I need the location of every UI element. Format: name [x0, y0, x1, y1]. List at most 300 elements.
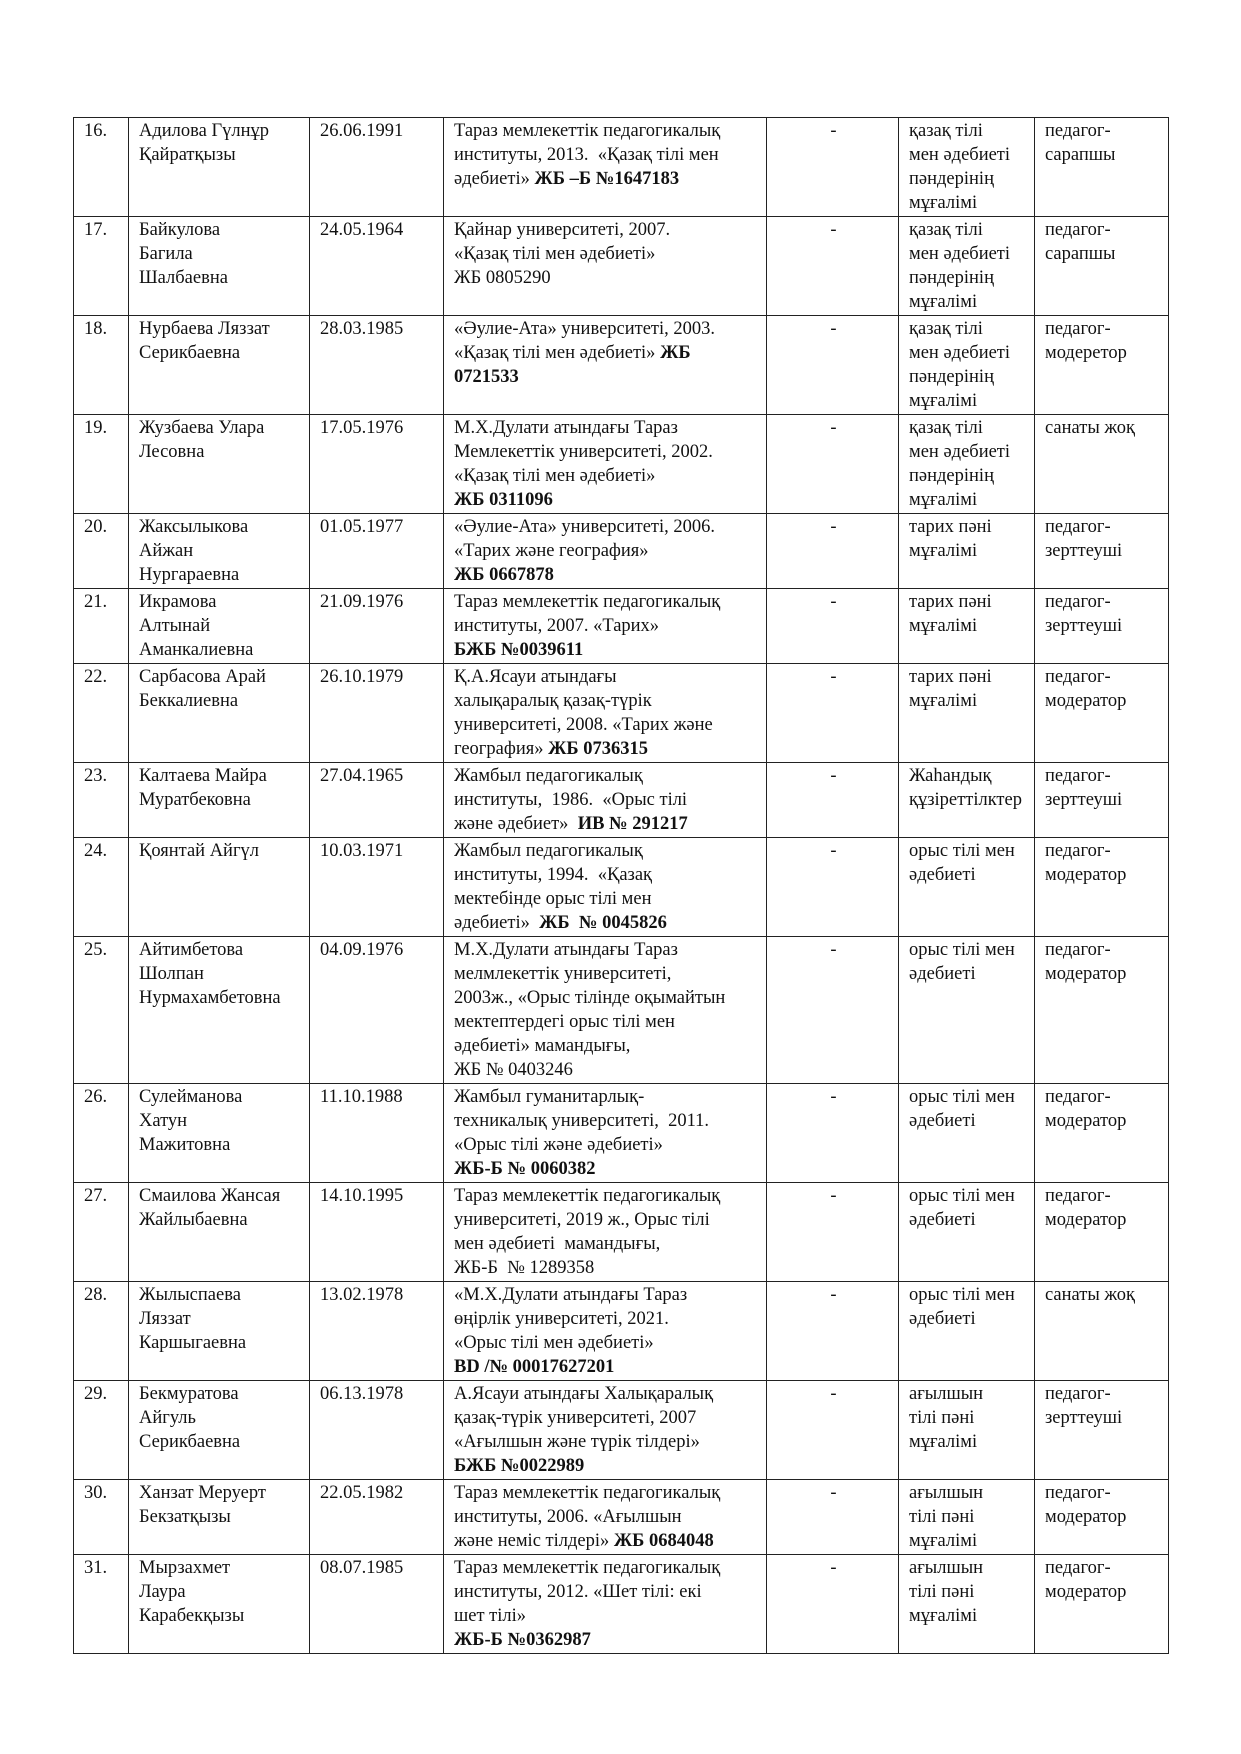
education-cell	[444, 937, 767, 1084]
full-name-cell	[129, 1084, 310, 1183]
experience-value: -	[830, 517, 837, 537]
row-number-cell	[74, 1282, 129, 1381]
education-line	[454, 341, 758, 365]
subject-cell	[899, 1381, 1035, 1480]
cell-line: тілі пәні	[909, 1408, 975, 1428]
cell-line: Каршыгаевна	[139, 1333, 247, 1353]
experience-cell	[767, 118, 899, 217]
education-cell	[444, 1555, 767, 1654]
education-line	[454, 689, 758, 713]
education-text: М.Х.Дулати атындағы Тараз	[454, 418, 678, 438]
experience-value: -	[830, 667, 837, 687]
category-cell	[1035, 514, 1169, 589]
row-number-cell	[74, 937, 129, 1084]
education-line	[454, 839, 758, 863]
cell-line: қазақ тілі	[909, 319, 983, 339]
education-line	[454, 1430, 758, 1454]
education-cell	[444, 316, 767, 415]
education-line	[454, 1580, 758, 1604]
category-cell	[1035, 763, 1169, 838]
education-text: Жамбыл педагогикалық	[454, 841, 643, 861]
cell-line: Нургараевна	[139, 565, 240, 585]
diploma-number: БЖБ №0039611	[454, 640, 584, 660]
education-text: мелмлекеттік университеті,	[454, 964, 672, 984]
cell-line: Алтынай	[139, 616, 211, 636]
cell-line: мұғалімі	[909, 616, 978, 636]
birth-date: 21.09.1976	[320, 592, 404, 612]
birth-date: 13.02.1978	[320, 1285, 404, 1305]
category-cell	[1035, 589, 1169, 664]
education-text: техникалық университеті, 2011.	[454, 1111, 710, 1131]
table-row	[74, 415, 1169, 514]
cell-line: қазақ тілі	[909, 220, 983, 240]
birth-date-cell	[310, 1282, 444, 1381]
cell-line: Жаксылыкова	[139, 517, 249, 537]
experience-cell	[767, 838, 899, 937]
diploma-number: ЖБ 0736315	[548, 739, 649, 759]
cell-line: тарих пәні	[909, 667, 992, 687]
category-cell	[1035, 1480, 1169, 1555]
cell-line: орыс тілі мен	[909, 1186, 1015, 1206]
birth-date-cell	[310, 1183, 444, 1282]
cell-line: педагог-	[1045, 940, 1111, 960]
education-line	[454, 416, 758, 440]
experience-cell	[767, 1084, 899, 1183]
row-number-cell	[74, 664, 129, 763]
cell-line: педагог-	[1045, 1483, 1111, 1503]
education-cell	[444, 1381, 767, 1480]
education-line	[454, 614, 758, 638]
subject-cell	[899, 664, 1035, 763]
cell-line: Сулейманова	[139, 1087, 243, 1107]
education-text: өңірлік университеті, 2021.	[454, 1309, 669, 1329]
cell-line: мұғалімі	[909, 292, 978, 312]
education-text: А.Ясауи атындағы Халықаралық	[454, 1384, 714, 1404]
education-text: халықаралық қазақ-түрік	[454, 691, 652, 711]
cell-line: Нурбаева Ляззат	[139, 319, 270, 339]
cell-line: мұғалімі	[909, 490, 978, 510]
cell-line: мұғалімі	[909, 391, 978, 411]
education-line	[454, 119, 758, 143]
experience-cell	[767, 514, 899, 589]
education-text: және неміс тілдері»	[454, 1531, 614, 1551]
cell-line: пәндерінің	[909, 466, 994, 486]
birth-date: 24.05.1964	[320, 220, 404, 240]
cell-line: тарих пәні	[909, 592, 992, 612]
table-row	[74, 316, 1169, 415]
cell-line: педагог-	[1045, 766, 1111, 786]
cell-line: әдебиеті	[909, 964, 976, 984]
education-text: «Қазақ тілі мен әдебиеті»	[454, 343, 661, 363]
cell-line: мен әдебиеті	[909, 442, 1011, 462]
birth-date: 27.04.1965	[320, 766, 404, 786]
cell-line: Калтаева Майра	[139, 766, 267, 786]
experience-value: -	[830, 121, 837, 141]
education-line	[454, 1010, 758, 1034]
cell-line: Мажитовна	[139, 1135, 231, 1155]
full-name-cell	[129, 217, 310, 316]
experience-cell	[767, 937, 899, 1084]
education-cell	[444, 1480, 767, 1555]
education-cell	[444, 838, 767, 937]
cell-line: орыс тілі мен	[909, 940, 1015, 960]
category-cell	[1035, 664, 1169, 763]
education-line	[454, 1034, 758, 1058]
cell-line: Жайлыбаевна	[139, 1210, 248, 1230]
subject-cell	[899, 415, 1035, 514]
education-text: Тараз мемлекеттік педагогикалық	[454, 1558, 721, 1578]
cell-line: Беккалиевна	[139, 691, 239, 711]
cell-line: санаты жоқ	[1045, 1285, 1135, 1305]
education-line	[454, 812, 758, 836]
cell-line: модератор	[1045, 1582, 1127, 1602]
cell-line: зерттеуші	[1045, 541, 1123, 561]
cell-line: тілі пәні	[909, 1507, 975, 1527]
table-row	[74, 664, 1169, 763]
row-number-cell	[74, 1084, 129, 1183]
cell-line: Жылыспаева	[139, 1285, 241, 1305]
row-number: 22.	[84, 667, 108, 687]
education-text: институты, 2006. «Ағылшын	[454, 1507, 682, 1527]
cell-line: педагог-	[1045, 220, 1111, 240]
cell-line: ағылшын	[909, 1483, 984, 1503]
full-name-cell	[129, 589, 310, 664]
education-line	[454, 788, 758, 812]
birth-date-cell	[310, 838, 444, 937]
education-cell	[444, 1183, 767, 1282]
education-line	[454, 563, 758, 587]
experience-cell	[767, 763, 899, 838]
birth-date: 10.03.1971	[320, 841, 404, 861]
cell-line: Айжан	[139, 541, 194, 561]
cell-line: әдебиеті	[909, 1210, 976, 1230]
birth-date-cell	[310, 1555, 444, 1654]
row-number: 26.	[84, 1087, 108, 1107]
cell-line: мен әдебиеті	[909, 145, 1011, 165]
education-line	[454, 938, 758, 962]
education-text: Қ.А.Ясауи атындағы	[454, 667, 617, 687]
education-line	[454, 764, 758, 788]
education-text: Мемлекеттік университеті, 2002.	[454, 442, 713, 462]
education-line	[454, 1406, 758, 1430]
education-cell	[444, 415, 767, 514]
subject-cell	[899, 838, 1035, 937]
cell-line: сарапшы	[1045, 145, 1116, 165]
education-line	[454, 365, 758, 389]
cell-line: Қайратқызы	[139, 145, 236, 165]
cell-line: Бекмуратова	[139, 1384, 239, 1404]
education-text: институты, 2012. «Шет тілі: екі	[454, 1582, 702, 1602]
education-text: және әдебиет»	[454, 814, 578, 834]
row-number-cell	[74, 589, 129, 664]
experience-cell	[767, 664, 899, 763]
cell-line: әдебиеті	[909, 1309, 976, 1329]
education-line	[454, 1481, 758, 1505]
subject-cell	[899, 1555, 1035, 1654]
subject-cell	[899, 1282, 1035, 1381]
cell-line: педагог-	[1045, 1558, 1111, 1578]
cell-line: модератор	[1045, 1210, 1127, 1230]
cell-line: модератор	[1045, 691, 1127, 711]
education-line	[454, 1355, 758, 1379]
full-name-cell	[129, 415, 310, 514]
subject-cell	[899, 514, 1035, 589]
row-number: 23.	[84, 766, 108, 786]
cell-line: Айтимбетова	[139, 940, 244, 960]
experience-value: -	[830, 1384, 837, 1404]
experience-value: -	[830, 841, 837, 861]
education-line	[454, 1085, 758, 1109]
diploma-number: BD /№ 00017627201	[454, 1357, 615, 1377]
cell-line: Ляззат	[139, 1309, 191, 1329]
row-number: 16.	[84, 121, 108, 141]
row-number: 18.	[84, 319, 108, 339]
cell-line: Хатун	[139, 1111, 188, 1131]
education-text: ЖБ № 0403246	[454, 1060, 573, 1080]
diploma-number: ЖБ –Б №1647183	[534, 169, 680, 189]
staff-table-body	[74, 118, 1169, 1654]
subject-cell	[899, 937, 1035, 1084]
diploma-number: БЖБ №0022989	[454, 1456, 585, 1476]
cell-line: пәндерінің	[909, 268, 994, 288]
education-text: «Орыс тілі мен әдебиеті»	[454, 1333, 654, 1353]
education-line	[454, 887, 758, 911]
full-name-cell	[129, 763, 310, 838]
education-line	[454, 218, 758, 242]
cell-line: модератор	[1045, 1507, 1127, 1527]
row-number: 19.	[84, 418, 108, 438]
education-cell	[444, 217, 767, 316]
education-text: университеті, 2019 ж., Орыс тілі	[454, 1210, 710, 1230]
experience-value: -	[830, 1186, 837, 1206]
education-text: әдебиеті» мамандығы,	[454, 1036, 631, 1056]
cell-line: Лесовна	[139, 442, 205, 462]
birth-date: 11.10.1988	[320, 1087, 403, 1107]
education-text: мектебінде орыс тілі мен	[454, 889, 652, 909]
education-line	[454, 1232, 758, 1256]
cell-line: мұғалімі	[909, 1606, 978, 1626]
education-text: «Әулие-Ата» университеті, 2006.	[454, 517, 716, 537]
experience-cell	[767, 1480, 899, 1555]
education-line	[454, 266, 758, 290]
education-line	[454, 1109, 758, 1133]
full-name-cell	[129, 664, 310, 763]
cell-line: әдебиеті	[909, 865, 976, 885]
cell-line: қазақ тілі	[909, 418, 983, 438]
cell-line: ағылшын	[909, 1384, 984, 1404]
experience-cell	[767, 415, 899, 514]
diploma-number: ЖБ 0667878	[454, 565, 554, 585]
table-row	[74, 1480, 1169, 1555]
birth-date-cell	[310, 118, 444, 217]
diploma-number: ЖБ № 0045826	[539, 913, 667, 933]
cell-line: мұғалімі	[909, 1432, 978, 1452]
education-line	[454, 863, 758, 887]
education-text: мен әдебиеті мамандығы,	[454, 1234, 661, 1254]
cell-line: зерттеуші	[1045, 1408, 1123, 1428]
education-line	[454, 713, 758, 737]
cell-line: мұғалімі	[909, 193, 978, 213]
cell-line: орыс тілі мен	[909, 1285, 1015, 1305]
subject-cell	[899, 589, 1035, 664]
category-cell	[1035, 1555, 1169, 1654]
cell-line: мен әдебиеті	[909, 244, 1011, 264]
birth-date-cell	[310, 316, 444, 415]
cell-line: педагог-	[1045, 592, 1111, 612]
education-cell	[444, 514, 767, 589]
birth-date: 22.05.1982	[320, 1483, 404, 1503]
education-text: география»	[454, 739, 549, 759]
cell-line: пәндерінің	[909, 367, 994, 387]
education-line	[454, 1628, 758, 1652]
cell-line: Бекзатқызы	[139, 1507, 231, 1527]
education-line	[454, 1307, 758, 1331]
education-text: әдебиеті»	[454, 913, 540, 933]
table-row	[74, 937, 1169, 1084]
row-number-cell	[74, 763, 129, 838]
education-line	[454, 1058, 758, 1082]
row-number: 17.	[84, 220, 108, 240]
education-text: «М.Х.Дулати атындағы Тараз	[454, 1285, 688, 1305]
diploma-number: ИВ № 291217	[577, 814, 688, 834]
table-row	[74, 514, 1169, 589]
education-line	[454, 1184, 758, 1208]
education-text: «Қазақ тілі мен әдебиеті»	[454, 466, 656, 486]
education-text: «Ағылшын және түрік тілдері»	[454, 1432, 700, 1452]
birth-date: 26.10.1979	[320, 667, 404, 687]
table-row	[74, 1084, 1169, 1183]
diploma-number: ЖБ-Б № 0060382	[454, 1159, 596, 1179]
education-line	[454, 515, 758, 539]
education-cell	[444, 118, 767, 217]
education-text: институты, 1994. «Қазақ	[454, 865, 653, 885]
diploma-number: ЖБ	[660, 343, 691, 363]
cell-line: педагог-	[1045, 1087, 1111, 1107]
cell-line: Айгуль	[139, 1408, 196, 1428]
document-page	[73, 117, 1168, 1654]
education-text: «Тарих және география»	[454, 541, 649, 561]
education-line	[454, 638, 758, 662]
cell-line: құзіреттілктер	[909, 790, 1022, 810]
education-line	[454, 167, 758, 191]
experience-cell	[767, 1555, 899, 1654]
cell-line: мен әдебиеті	[909, 343, 1011, 363]
subject-cell	[899, 1084, 1035, 1183]
education-text: Қайнар университеті, 2007.	[454, 220, 671, 240]
row-number-cell	[74, 217, 129, 316]
row-number: 24.	[84, 841, 108, 861]
cell-line: зерттеуші	[1045, 616, 1123, 636]
education-text: «Әулие-Ата» университеті, 2003.	[454, 319, 716, 339]
cell-line: Серикбаевна	[139, 343, 241, 363]
category-cell	[1035, 937, 1169, 1084]
table-row	[74, 118, 1169, 217]
cell-line: Адилова Гүлнұр	[139, 121, 270, 141]
table-row	[74, 763, 1169, 838]
cell-line: Шолпан	[139, 964, 204, 984]
education-line	[454, 488, 758, 512]
category-cell	[1035, 1183, 1169, 1282]
cell-line: Қоянтай Айгүл	[139, 841, 260, 861]
cell-line: педагог-	[1045, 517, 1111, 537]
row-number: 31.	[84, 1558, 108, 1578]
diploma-number: ЖБ 0311096	[454, 490, 553, 510]
cell-line: Икрамова	[139, 592, 217, 612]
category-cell	[1035, 316, 1169, 415]
education-text: 2003ж., «Орыс тілінде оқымайтын	[454, 988, 726, 1008]
education-text: Жамбыл гуманитарлық-	[454, 1087, 645, 1107]
birth-date-cell	[310, 1084, 444, 1183]
education-line	[454, 1382, 758, 1406]
education-line	[454, 464, 758, 488]
cell-line: қазақ тілі	[909, 121, 983, 141]
education-line	[454, 1454, 758, 1478]
experience-value: -	[830, 1285, 837, 1305]
subject-cell	[899, 763, 1035, 838]
category-cell	[1035, 838, 1169, 937]
full-name-cell	[129, 937, 310, 1084]
education-line	[454, 143, 758, 167]
cell-line: Карабекқызы	[139, 1606, 245, 1626]
row-number-cell	[74, 1381, 129, 1480]
full-name-cell	[129, 1282, 310, 1381]
education-line	[454, 911, 758, 935]
education-text: мектептердегі орыс тілі мен	[454, 1012, 675, 1032]
birth-date-cell	[310, 589, 444, 664]
education-text: университеті, 2008. «Тарих және	[454, 715, 713, 735]
row-number-cell	[74, 1480, 129, 1555]
cell-line: Сарбасова Арай	[139, 667, 266, 687]
table-row	[74, 838, 1169, 937]
row-number: 20.	[84, 517, 108, 537]
experience-value: -	[830, 418, 837, 438]
full-name-cell	[129, 514, 310, 589]
birth-date: 01.05.1977	[320, 517, 404, 537]
experience-value: -	[830, 1483, 837, 1503]
education-cell	[444, 763, 767, 838]
cell-line: модератор	[1045, 865, 1127, 885]
row-number-cell	[74, 1555, 129, 1654]
cell-line: тарих пәні	[909, 517, 992, 537]
cell-line: педагог-	[1045, 121, 1111, 141]
full-name-cell	[129, 316, 310, 415]
education-text: ЖБ 0805290	[454, 268, 551, 288]
subject-cell	[899, 316, 1035, 415]
cell-line: Муратбековна	[139, 790, 251, 810]
row-number: 21.	[84, 592, 108, 612]
birth-date-cell	[310, 217, 444, 316]
cell-line: мұғалімі	[909, 691, 978, 711]
birth-date: 04.09.1976	[320, 940, 404, 960]
education-line	[454, 1604, 758, 1628]
education-text: институты, 2013. «Қазақ тілі мен	[454, 145, 719, 165]
birth-date: 08.07.1985	[320, 1558, 404, 1578]
cell-line: педагог-	[1045, 667, 1111, 687]
experience-value: -	[830, 1558, 837, 1578]
experience-cell	[767, 316, 899, 415]
education-line	[454, 1283, 758, 1307]
education-line	[454, 1133, 758, 1157]
row-number-cell	[74, 838, 129, 937]
cell-line: педагог-	[1045, 841, 1111, 861]
education-cell	[444, 589, 767, 664]
education-line	[454, 737, 758, 761]
cell-line: Жаһандық	[909, 766, 992, 786]
row-number: 29.	[84, 1384, 108, 1404]
education-line	[454, 1331, 758, 1355]
education-line	[454, 317, 758, 341]
cell-line: Жузбаева Улара	[139, 418, 265, 438]
